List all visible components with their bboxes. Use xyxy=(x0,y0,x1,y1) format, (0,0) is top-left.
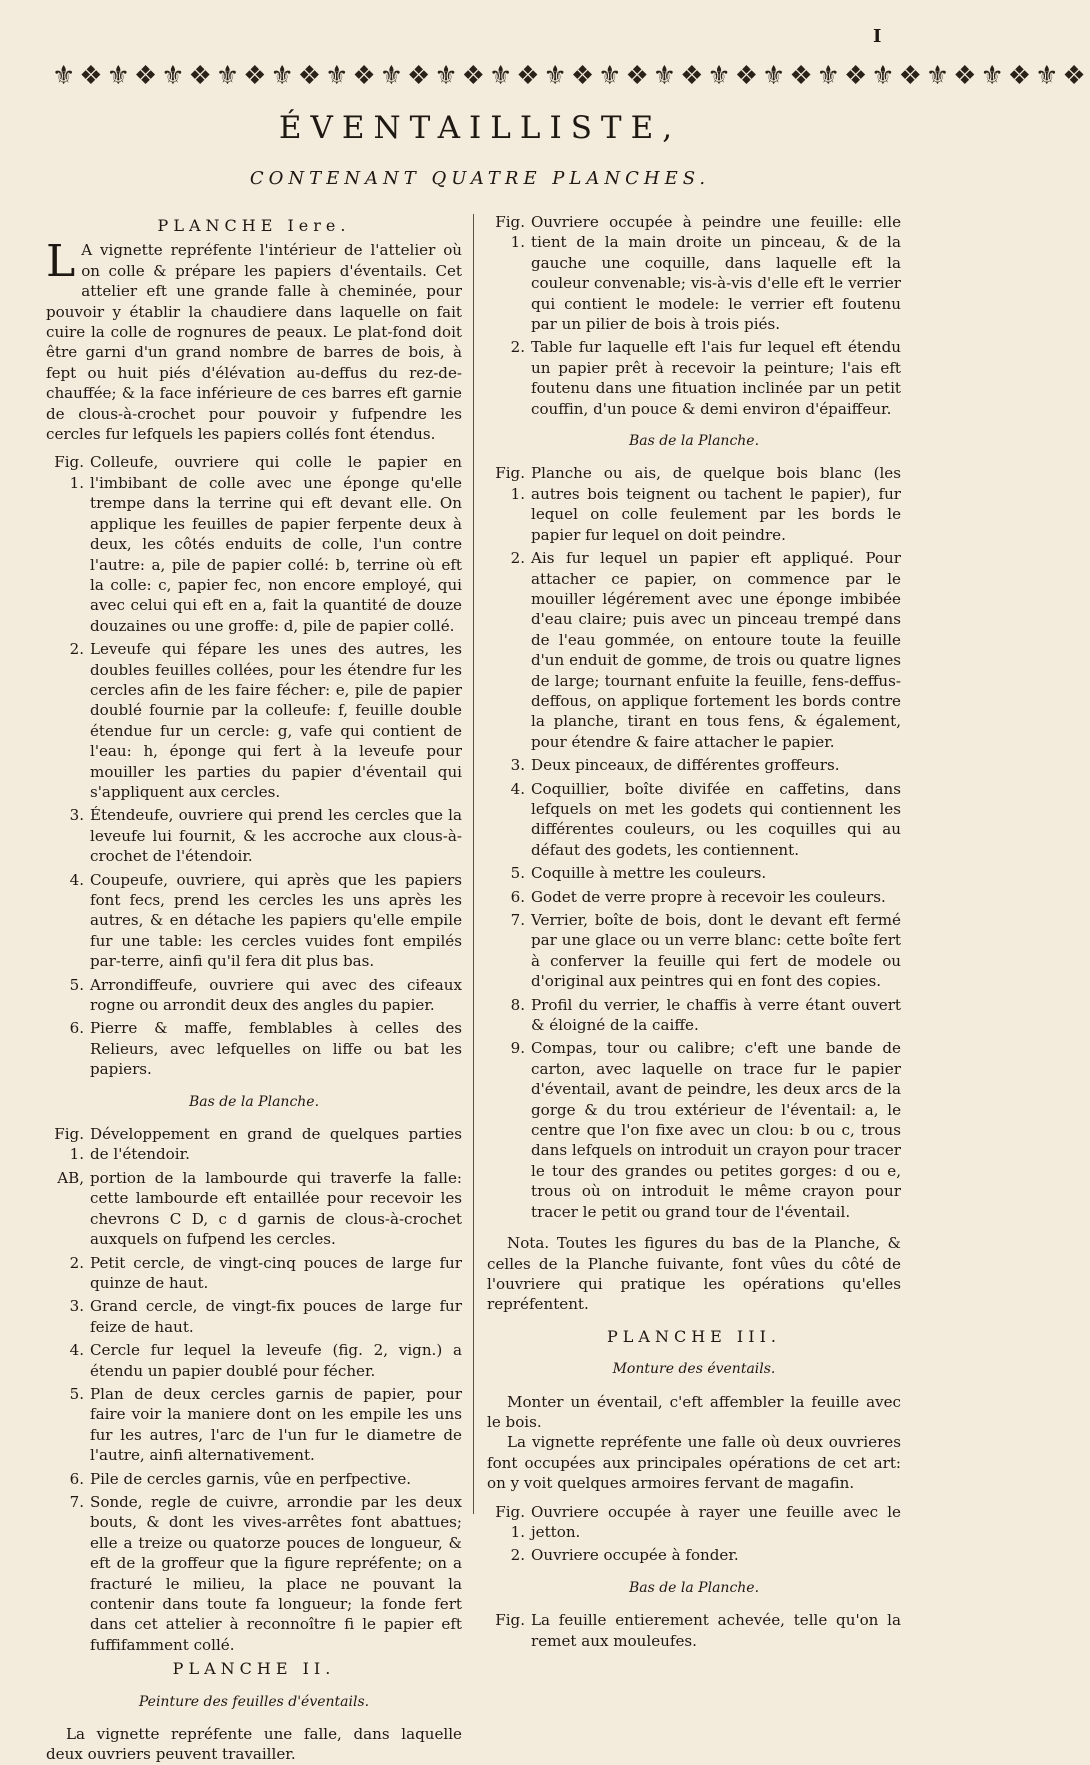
plate3-heading: PLANCHE III. xyxy=(607,1326,781,1346)
list-item: 7. Sonde, regle de cuivre, arrondie par les deux bouts, & dont les vives-arrêtes font abattues; elle a treize ou quatorze pouces de longueur, & eft de la groffeur que la figure repréfente; on a fracturé le milieu, la place ne pouvant la contenir dans toute fa longueur; la fonde fert dans cet attelier à reconnoître fi le papier eft fuffifamment collé. xyxy=(69,1492,462,1654)
list-item: Fig. 1. Ouvriere occupée à peindre une feuille: elle tient de la main droite un pinceau, & de la gauche une coquille, dans laquelle eft la couleur convenable; vis-à-vis d'elle eft le verrier qui contient le modele: le verrier eft foutenu par un pilier de bois à trois piés. xyxy=(495,213,901,334)
list-item: 6. Pile de cercles garnis, vûe en perfpective. xyxy=(69,1469,412,1488)
plate2-vignette-list xyxy=(487,212,901,419)
list-item: 5. Plan de deux cercles garnis de papier, pour faire voir la maniere dont on les empile les uns fur les autres, l'arc de l'un fur le diametre de l'autre, ainfi alternativement. xyxy=(69,1384,462,1465)
plate2-subheading: Peinture des feuilles d'éventails. xyxy=(138,1693,370,1710)
list-item: Fig. 1. Développement en grand de quelques parties de l'étendoir. xyxy=(54,1125,462,1164)
ornamental-band: ⚜❖⚜❖⚜❖⚜❖⚜❖⚜❖⚜❖⚜❖⚜❖⚜❖⚜❖⚜❖⚜❖⚜❖⚜❖⚜❖⚜❖⚜❖⚜❖ xyxy=(52,61,1090,91)
plate3-subheading: Monture des éventails. xyxy=(612,1361,776,1378)
plate1-intro-text: A vignette repréfente l'intérieur de l'attelier où on colle & prépare les papiers d'éventails. Cet attelier eft une grande falle à cheminée, pour pouvoir y établir la chaudiere dans laquelle on fait cuire la colle de rognures de peaux. Le plat-fond doit être garni d'un grand nombre de barres de bois, à fept ou huit piés d'élévation au-deffus du rez-de-chauffée; & la face inférieure de ces barres eft garnie de clous-à-crochet pour pouvoir y fufpendre les cercles fur lefquels les papiers collés font étendus. xyxy=(46,241,462,444)
list-item: Fig. 1. Colleufe, ouvriere qui colle le papier en l'imbibant de colle avec une éponge qu'elle trempe dans la terrine qui eft devant elle. On applique les feuilles de papier ferpente deux à deux, les côtés enduits de colle, l'un contre l'autre: a, pile de papier collé: b, terrine où eft la colle: c, papier fec, non encore employé, qui avec celui qui eft en a, fait la quantité de douze douzaines ou une groffe: d, pile de papier collé. xyxy=(54,453,462,635)
plate2-intro: La vignette repréfente une falle, dans laquelle deux ouvriers peuvent travailler. xyxy=(46,1725,462,1764)
list-item: 3. Étendeufe, ouvriere qui prend les cercles que la leveufe lui fournit, & les accroche aux clous-à-crochet de l'étendoir. xyxy=(69,806,462,866)
plate3-bas-heading: Bas de la Planche. xyxy=(628,1579,760,1596)
list-item: 2. Ais fur lequel un papier eft appliqué. Pour attacher ce papier, on commence par le mouiller légérement avec une éponge imbibée d'eau claire; puis avec un pinceau trempé dans de l'eau gommée, on entoure toute la feuille d'un enduit de gomme, de trois ou quatre lignes de large; tournant enfuite la feuille, fens-deffus-deffous, on applique fortement les bords contre la planche, tirant en tous fens, & également, pour étendre & faire attacher le papier. xyxy=(510,549,901,751)
list-item: 4. Coupeufe, ouvriere, qui après que les papiers font fecs, prend les cercles les uns après les autres, & en détache les papiers qu'elle empile fur une table: les cercles vuides font empilés par-terre, ainfi qu'il fera dit plus bas. xyxy=(69,870,462,971)
plate1-bas-list xyxy=(46,1124,462,1655)
list-item: 5. Coquille à mettre les couleurs. xyxy=(510,864,767,883)
plate2-bas-list xyxy=(487,463,901,1222)
list-item: 4. Coquillier, boîte divifée en caffetins, dans lefquels on met les godets qui contiennent les différentes couleurs, ou les coquilles qui au défaut des godets, les contiennent. xyxy=(510,779,901,859)
plate3-bas-list xyxy=(487,1610,901,1651)
plate3-para1: Monter un éventail, c'eft affembler la feuille avec le bois. xyxy=(487,1392,901,1431)
list-item: 7. Verrier, boîte de bois, dont le devant eft fermé par une glace ou un verre blanc: cette boîte fert à conferver la feuille qui fert de modele ou d'original aux peintres qui en font des copies. xyxy=(510,911,901,991)
left-column xyxy=(46,212,462,1765)
plate1-bas-heading: Bas de la Planche. xyxy=(188,1093,320,1110)
list-item: 5. Arrondiffeufe, ouvriere qui avec des cifeaux rogne ou arrondit deux des angles du papier. xyxy=(69,975,462,1015)
list-item: 6. Godet de verre propre à recevoir les couleurs. xyxy=(510,887,886,906)
page-title: ÉVENTAILLISTE, xyxy=(278,110,682,146)
list-item: 2. Leveufe qui fépare les unes des autres, les doubles feuilles collées, pour les étendre fur les cercles afin de les faire fécher: e, pile de papier doublé fournie par la colleufe: f, feuille double étendue fur un cercle: g, vafe qui contient de l'eau: h, éponge qui fert à la leveufe pour mouiller les parties du papier d'éventail qui s'appliquent aux cercles. xyxy=(69,640,462,801)
list-item: 2. Petit cercle, de vingt-cinq pouces de large fur quinze de haut. xyxy=(69,1253,462,1292)
column-divider xyxy=(473,214,474,1514)
plate1-heading: PLANCHE Iere. xyxy=(157,216,351,235)
page-subtitle: CONTENANT QUATRE PLANCHES. xyxy=(249,168,711,189)
list-item: Fig. La feuille entierement achevée, telle qu'on la remet aux mouleufes. xyxy=(495,1611,901,1650)
list-item: 9. Compas, tour ou calibre; c'eft une bande de carton, avec laquelle on trace fur le papier d'éventail, avant de peindre, les deux arcs de la gorge & du trou extérieur de l'éventail: a, le centre que l'on fixe avec un clou: b ou c, trous dans lefquels on introduit un crayon pour tracer le tour des grandes ou petites gorges: d ou e, trous où on introduit le même crayon pour tracer le petit ou grand tour de l'éventail. xyxy=(510,1039,901,1221)
list-item: 8. Profil du verrier, le chaffis à verre étant ouvert & éloigné de la caiffe. xyxy=(510,995,901,1035)
right-column xyxy=(487,212,901,1654)
list-item: 6. Pierre & maffe, femblables à celles des Relieurs, avec lefquelles on liffe ou bat les papiers. xyxy=(69,1019,462,1079)
plate2-bas-heading: Bas de la Planche. xyxy=(628,433,760,450)
plate1-intro xyxy=(46,236,462,444)
plate3-para2: La vignette repréfente une falle où deux ouvrieres font occupées aux principales opérations de cet art: on y voit quelques armoires fervant de magafin. xyxy=(487,1433,901,1493)
page-number: I xyxy=(873,26,882,47)
nota-paragraph: Nota. Toutes les figures du bas de la Planche, & celles de la Planche fuivante, font vûes du côté de l'ouvriere qui pratique les opérations qu'elles repréfentent. xyxy=(487,1234,901,1314)
plate1-figure-list xyxy=(46,452,462,1079)
plate2-heading: PLANCHE II. xyxy=(172,1659,336,1679)
list-item: Fig. 1. Ouvriere occupée à rayer une feuille avec le jetton. xyxy=(495,1502,901,1541)
list-item: AB, portion de la lambourde qui traverfe la falle: cette lambourde eft entaillée pour recevoir les chevrons C D, c d garnis de clous-à-crochet auxquels on fufpend les cercles. xyxy=(57,1168,462,1249)
drop-cap: L xyxy=(46,236,76,288)
list-item: Fig. 1. Planche ou ais, de quelque bois blanc (les autres bois teignent ou tachent le papier), fur lequel on colle feulement par les bords le papier fur lequel on doit peindre. xyxy=(495,464,901,544)
list-item: 3. Deux pinceaux, de différentes groffeurs. xyxy=(510,756,840,775)
list-item: 2. Ouvriere occupée à fonder. xyxy=(510,1546,739,1565)
list-item: 4. Cercle fur lequel la leveufe (fig. 2, vign.) a étendu un papier doublé pour fécher. xyxy=(69,1341,462,1380)
list-item: 3. Grand cercle, de vingt-fix pouces de large fur feize de haut. xyxy=(69,1297,462,1336)
plate3-figure-list xyxy=(487,1502,901,1566)
list-item: 2. Table fur laquelle eft l'ais fur lequel eft étendu un papier prêt à recevoir la peinture; l'ais eft foutenu dans une fituation inclinée par un petit couffin, d'un pouce & demi environ d'épaiffeur. xyxy=(510,338,901,418)
